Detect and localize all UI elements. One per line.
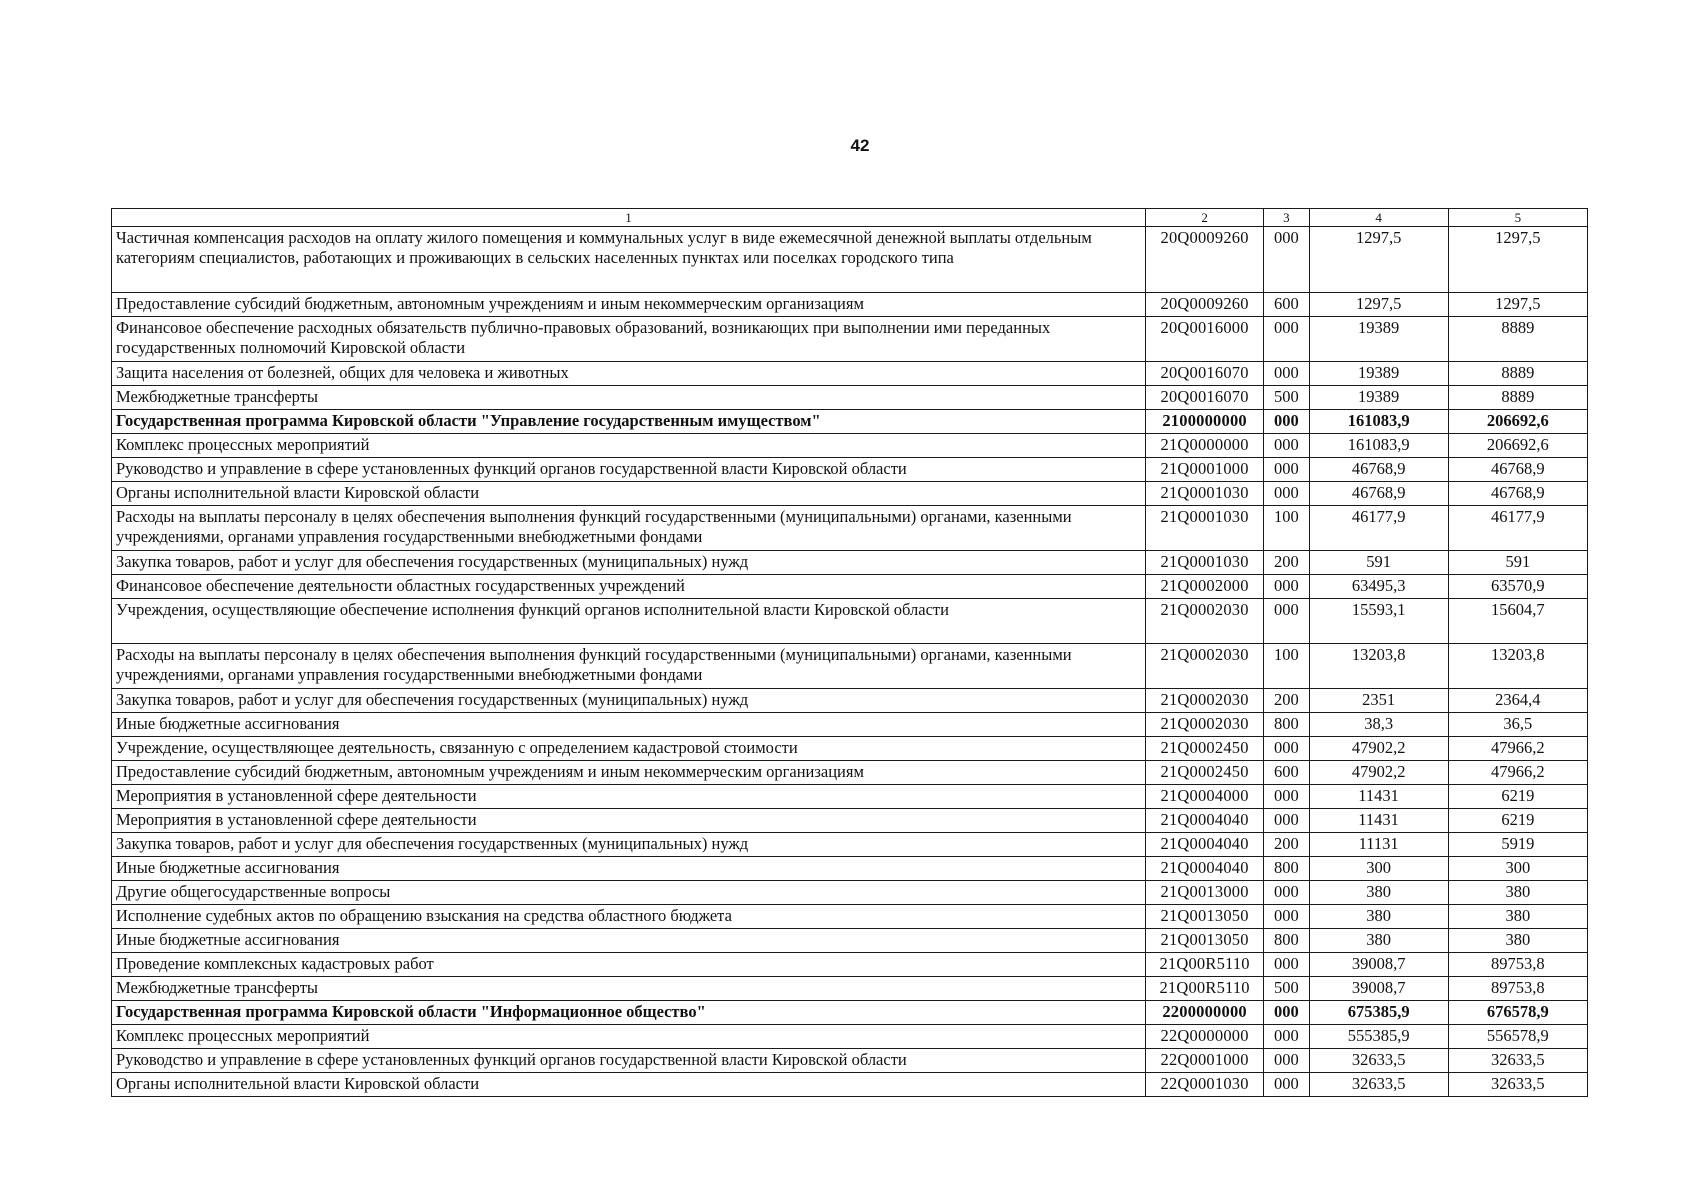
row-value-year2-cell: 89753,8 [1448, 953, 1587, 977]
row-value-year2-cell: 6219 [1448, 809, 1587, 833]
row-value-year1-cell: 2351 [1309, 689, 1448, 713]
row-expense-type-cell: 000 [1264, 362, 1309, 386]
table-row [112, 227, 1588, 293]
row-value-year2-cell: 63570,9 [1448, 575, 1587, 599]
row-code-cell: 21Q0004040 [1146, 809, 1264, 833]
row-code-cell: 21Q0002450 [1146, 737, 1264, 761]
row-value-year1-cell: 13203,8 [1309, 644, 1448, 689]
row-value-year1-cell: 39008,7 [1309, 977, 1448, 1001]
table-row [112, 785, 1588, 809]
row-expense-type-cell: 600 [1264, 761, 1309, 785]
page-number: 42 [850, 136, 870, 155]
row-code-cell: 21Q0002450 [1146, 761, 1264, 785]
row-code-cell: 21Q0002030 [1146, 689, 1264, 713]
row-name-cell: Исполнение судебных актов по обращению взыскания на средства областного бюджета [112, 905, 1146, 929]
row-code-cell: 21Q0002030 [1146, 713, 1264, 737]
row-expense-type-cell: 200 [1264, 551, 1309, 575]
row-value-year1-cell: 11131 [1309, 833, 1448, 857]
budget-table [111, 208, 1588, 1097]
row-value-year1-cell: 1297,5 [1309, 293, 1448, 317]
row-code-cell: 21Q0001030 [1146, 506, 1264, 551]
row-value-year2-cell: 380 [1448, 881, 1587, 905]
row-value-year1-cell: 32633,5 [1309, 1049, 1448, 1073]
row-expense-type-cell: 000 [1264, 1025, 1309, 1049]
table-row [112, 362, 1588, 386]
row-code-cell: 20Q0016070 [1146, 362, 1264, 386]
header-col-4: 4 [1309, 209, 1448, 227]
row-value-year1-cell: 380 [1309, 881, 1448, 905]
row-name-cell: Органы исполнительной власти Кировской области [112, 482, 1146, 506]
row-name-cell: Закупка товаров, работ и услуг для обеспечения государственных (муниципальных) нужд [112, 551, 1146, 575]
row-code-cell: 21Q0001030 [1146, 482, 1264, 506]
row-code-cell: 20Q0016000 [1146, 317, 1264, 362]
row-value-year2-cell: 47966,2 [1448, 737, 1587, 761]
row-value-year2-cell: 46177,9 [1448, 506, 1587, 551]
header-col-5: 5 [1448, 209, 1587, 227]
row-value-year1-cell: 161083,9 [1309, 410, 1448, 434]
row-code-cell: 22Q0001030 [1146, 1073, 1264, 1097]
row-name-cell: Расходы на выплаты персоналу в целях обеспечения выполнения функций государственными (муниципальными) органами, казенными учреждениями, органами управления государственными внебюджетными фондами [112, 506, 1146, 551]
header-col-2: 2 [1146, 209, 1264, 227]
row-value-year2-cell: 300 [1448, 857, 1587, 881]
row-name-cell: Мероприятия в установленной сфере деятельности [112, 809, 1146, 833]
table-row [112, 977, 1588, 1001]
row-code-cell: 21Q0002000 [1146, 575, 1264, 599]
row-value-year2-cell: 591 [1448, 551, 1587, 575]
row-value-year1-cell: 11431 [1309, 785, 1448, 809]
row-name-cell: Защита населения от болезней, общих для человека и животных [112, 362, 1146, 386]
row-value-year2-cell: 89753,8 [1448, 977, 1587, 1001]
row-name-cell: Государственная программа Кировской области "Информационное общество" [112, 1001, 1146, 1025]
row-name-cell: Учреждения, осуществляющие обеспечение исполнения функций органов исполнительной власти Кировской области [112, 599, 1146, 644]
row-expense-type-cell: 000 [1264, 737, 1309, 761]
row-code-cell: 21Q0002030 [1146, 599, 1264, 644]
row-value-year1-cell: 300 [1309, 857, 1448, 881]
row-value-year1-cell: 380 [1309, 929, 1448, 953]
row-expense-type-cell: 200 [1264, 833, 1309, 857]
row-code-cell: 2200000000 [1146, 1001, 1264, 1025]
row-expense-type-cell: 000 [1264, 227, 1309, 293]
row-expense-type-cell: 800 [1264, 929, 1309, 953]
row-expense-type-cell: 000 [1264, 317, 1309, 362]
row-name-cell: Расходы на выплаты персоналу в целях обеспечения выполнения функций государственными (муниципальными) органами, казенными учреждениями, органами управления государственными внебюджетными фондами [112, 644, 1146, 689]
row-name-cell: Финансовое обеспечение деятельности областных государственных учреждений [112, 575, 1146, 599]
row-value-year1-cell: 19389 [1309, 386, 1448, 410]
row-name-cell: Проведение комплексных кадастровых работ [112, 953, 1146, 977]
row-name-cell: Комплекс процессных мероприятий [112, 434, 1146, 458]
row-expense-type-cell: 000 [1264, 785, 1309, 809]
row-name-cell: Частичная компенсация расходов на оплату жилого помещения и коммунальных услуг в виде ежемесячной денежной выплаты отдельным категориям специалистов, работающих и проживающих в сельских населенных пунктах или поселках городского типа [112, 227, 1146, 293]
row-code-cell: 21Q0004040 [1146, 857, 1264, 881]
table-row [112, 599, 1588, 644]
row-code-cell: 21Q0001000 [1146, 458, 1264, 482]
row-expense-type-cell: 500 [1264, 386, 1309, 410]
row-value-year1-cell: 47902,2 [1309, 761, 1448, 785]
row-expense-type-cell: 500 [1264, 977, 1309, 1001]
row-value-year1-cell: 591 [1309, 551, 1448, 575]
table-row [112, 644, 1588, 689]
header-row [112, 209, 1588, 227]
row-value-year2-cell: 556578,9 [1448, 1025, 1587, 1049]
row-value-year1-cell: 32633,5 [1309, 1073, 1448, 1097]
row-value-year2-cell: 47966,2 [1448, 761, 1587, 785]
row-expense-type-cell: 800 [1264, 857, 1309, 881]
row-value-year2-cell: 36,5 [1448, 713, 1587, 737]
row-code-cell: 20Q0009260 [1146, 227, 1264, 293]
table-row [112, 317, 1588, 362]
row-value-year2-cell: 676578,9 [1448, 1001, 1587, 1025]
row-value-year1-cell: 46768,9 [1309, 458, 1448, 482]
row-value-year2-cell: 380 [1448, 905, 1587, 929]
row-value-year2-cell: 13203,8 [1448, 644, 1587, 689]
row-expense-type-cell: 800 [1264, 713, 1309, 737]
row-code-cell: 21Q0000000 [1146, 434, 1264, 458]
table-row [112, 737, 1588, 761]
table-row [112, 386, 1588, 410]
row-name-cell: Другие общегосударственные вопросы [112, 881, 1146, 905]
row-value-year1-cell: 675385,9 [1309, 1001, 1448, 1025]
row-name-cell: Государственная программа Кировской области "Управление государственным имуществом" [112, 410, 1146, 434]
row-name-cell: Финансовое обеспечение расходных обязательств публично-правовых образований, возникающих при выполнении ими переданных государственных полномочий Кировской области [112, 317, 1146, 362]
row-value-year2-cell: 380 [1448, 929, 1587, 953]
table-row [112, 881, 1588, 905]
row-code-cell: 21Q0013050 [1146, 905, 1264, 929]
row-expense-type-cell: 000 [1264, 905, 1309, 929]
row-expense-type-cell: 000 [1264, 1073, 1309, 1097]
table-row [112, 506, 1588, 551]
table-row [112, 458, 1588, 482]
row-expense-type-cell: 000 [1264, 482, 1309, 506]
row-expense-type-cell: 000 [1264, 458, 1309, 482]
row-expense-type-cell: 000 [1264, 410, 1309, 434]
row-value-year2-cell: 2364,4 [1448, 689, 1587, 713]
table-row [112, 482, 1588, 506]
row-name-cell: Межбюджетные трансферты [112, 977, 1146, 1001]
row-value-year1-cell: 47902,2 [1309, 737, 1448, 761]
row-code-cell: 21Q0013000 [1146, 881, 1264, 905]
row-expense-type-cell: 000 [1264, 434, 1309, 458]
row-code-cell: 20Q0016070 [1146, 386, 1264, 410]
row-value-year2-cell: 206692,6 [1448, 410, 1587, 434]
row-name-cell: Иные бюджетные ассигнования [112, 857, 1146, 881]
row-code-cell: 21Q0002030 [1146, 644, 1264, 689]
row-code-cell: 21Q0004040 [1146, 833, 1264, 857]
row-code-cell: 21Q0004000 [1146, 785, 1264, 809]
header-col-3: 3 [1264, 209, 1309, 227]
row-value-year2-cell: 206692,6 [1448, 434, 1587, 458]
row-value-year2-cell: 8889 [1448, 362, 1587, 386]
row-name-cell: Учреждение, осуществляющее деятельность, связанную с определением кадастровой стоимости [112, 737, 1146, 761]
row-value-year2-cell: 32633,5 [1448, 1073, 1587, 1097]
row-value-year2-cell: 32633,5 [1448, 1049, 1587, 1073]
row-value-year1-cell: 161083,9 [1309, 434, 1448, 458]
row-expense-type-cell: 200 [1264, 689, 1309, 713]
row-value-year1-cell: 380 [1309, 905, 1448, 929]
row-expense-type-cell: 100 [1264, 506, 1309, 551]
row-name-cell: Предоставление субсидий бюджетным, автономным учреждениям и иным некоммерческим организациям [112, 293, 1146, 317]
row-value-year1-cell: 46177,9 [1309, 506, 1448, 551]
row-name-cell: Органы исполнительной власти Кировской области [112, 1073, 1146, 1097]
row-expense-type-cell: 000 [1264, 809, 1309, 833]
row-code-cell: 20Q0009260 [1146, 293, 1264, 317]
table-row [112, 713, 1588, 737]
row-expense-type-cell: 000 [1264, 1001, 1309, 1025]
row-value-year1-cell: 46768,9 [1309, 482, 1448, 506]
row-value-year2-cell: 1297,5 [1448, 293, 1587, 317]
table-row [112, 833, 1588, 857]
row-value-year1-cell: 19389 [1309, 317, 1448, 362]
row-name-cell: Иные бюджетные ассигнования [112, 713, 1146, 737]
row-value-year1-cell: 1297,5 [1309, 227, 1448, 293]
row-expense-type-cell: 000 [1264, 881, 1309, 905]
row-name-cell: Комплекс процессных мероприятий [112, 1025, 1146, 1049]
table-row [112, 551, 1588, 575]
table-body [112, 227, 1588, 1097]
table-row [112, 689, 1588, 713]
row-value-year2-cell: 8889 [1448, 317, 1587, 362]
table-row [112, 434, 1588, 458]
row-value-year2-cell: 46768,9 [1448, 482, 1587, 506]
row-value-year2-cell: 15604,7 [1448, 599, 1587, 644]
row-name-cell: Межбюджетные трансферты [112, 386, 1146, 410]
row-value-year2-cell: 46768,9 [1448, 458, 1587, 482]
table-row [112, 1049, 1588, 1073]
row-code-cell: 21Q00R5110 [1146, 953, 1264, 977]
row-code-cell: 21Q0001030 [1146, 551, 1264, 575]
row-name-cell: Закупка товаров, работ и услуг для обеспечения государственных (муниципальных) нужд [112, 833, 1146, 857]
table-row [112, 761, 1588, 785]
row-code-cell: 22Q0000000 [1146, 1025, 1264, 1049]
table-row [112, 410, 1588, 434]
table-row [112, 575, 1588, 599]
row-value-year1-cell: 11431 [1309, 809, 1448, 833]
row-expense-type-cell: 000 [1264, 575, 1309, 599]
header-col-1: 1 [112, 209, 1146, 227]
table-row [112, 809, 1588, 833]
row-name-cell: Руководство и управление в сфере установленных функций органов государственной власти Кировской области [112, 458, 1146, 482]
row-value-year2-cell: 8889 [1448, 386, 1587, 410]
row-value-year1-cell: 39008,7 [1309, 953, 1448, 977]
table-row [112, 929, 1588, 953]
row-value-year2-cell: 1297,5 [1448, 227, 1587, 293]
row-expense-type-cell: 000 [1264, 1049, 1309, 1073]
row-value-year1-cell: 555385,9 [1309, 1025, 1448, 1049]
row-expense-type-cell: 600 [1264, 293, 1309, 317]
row-value-year2-cell: 6219 [1448, 785, 1587, 809]
table-row [112, 953, 1588, 977]
table-row [112, 1073, 1588, 1097]
row-code-cell: 22Q0001000 [1146, 1049, 1264, 1073]
row-name-cell: Закупка товаров, работ и услуг для обеспечения государственных (муниципальных) нужд [112, 689, 1146, 713]
row-name-cell: Мероприятия в установленной сфере деятельности [112, 785, 1146, 809]
table-row [112, 1001, 1588, 1025]
row-value-year1-cell: 63495,3 [1309, 575, 1448, 599]
table-row [112, 1025, 1588, 1049]
row-code-cell: 21Q00R5110 [1146, 977, 1264, 1001]
row-expense-type-cell: 000 [1264, 599, 1309, 644]
row-expense-type-cell: 100 [1264, 644, 1309, 689]
row-value-year1-cell: 15593,1 [1309, 599, 1448, 644]
row-name-cell: Предоставление субсидий бюджетным, автономным учреждениям и иным некоммерческим организациям [112, 761, 1146, 785]
row-code-cell: 2100000000 [1146, 410, 1264, 434]
row-code-cell: 21Q0013050 [1146, 929, 1264, 953]
row-value-year2-cell: 5919 [1448, 833, 1587, 857]
row-value-year1-cell: 38,3 [1309, 713, 1448, 737]
row-value-year1-cell: 19389 [1309, 362, 1448, 386]
row-name-cell: Иные бюджетные ассигнования [112, 929, 1146, 953]
table-row [112, 857, 1588, 881]
table-row [112, 293, 1588, 317]
row-expense-type-cell: 000 [1264, 953, 1309, 977]
row-name-cell: Руководство и управление в сфере установленных функций органов государственной власти Кировской области [112, 1049, 1146, 1073]
table-row [112, 905, 1588, 929]
